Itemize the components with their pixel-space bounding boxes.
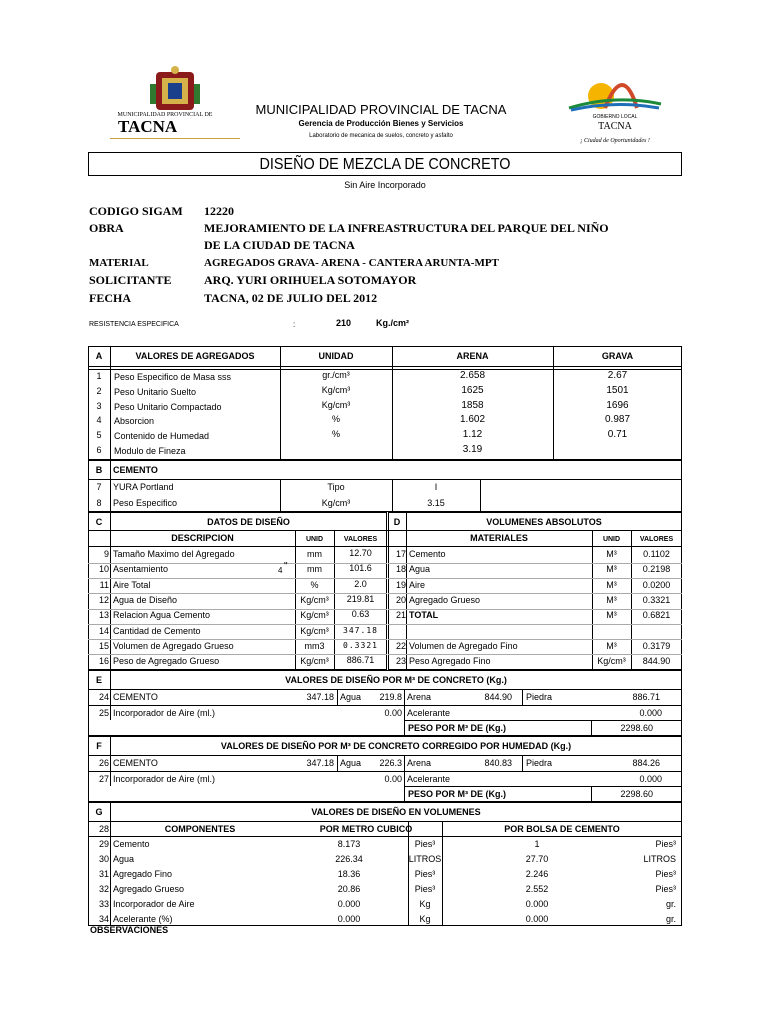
- e-peso-v: 2298.60: [620, 723, 653, 733]
- row-unit: Pies³: [414, 884, 436, 894]
- row-label: Peso Agregado Fino: [409, 656, 491, 667]
- f-agua: Agua: [340, 758, 362, 768]
- row-number: 7: [96, 482, 102, 492]
- f-peso-label: PESO POR M³ DE (Kg.): [408, 789, 507, 799]
- section-g-letter: G: [95, 807, 103, 817]
- row-arena: 1858: [461, 399, 484, 411]
- f-cemento: CEMENTO: [113, 758, 158, 768]
- row-label: Agregado Grueso: [113, 884, 185, 894]
- row-label: Agregado Grueso: [409, 594, 481, 605]
- f-cemento-v: 347.18: [306, 758, 334, 768]
- observaciones-label: OBSERVACIONES: [90, 925, 169, 935]
- g-h-bolsa: POR BOLSA DE CEMENTO: [504, 824, 620, 834]
- row-extra: 4: [278, 566, 283, 576]
- row-number: 34: [98, 914, 109, 924]
- row-label: Agua: [113, 854, 135, 864]
- row-arena: 1.12: [462, 429, 483, 441]
- e-agua: Agua: [340, 692, 362, 702]
- row-value: 12.70: [349, 548, 372, 558]
- section-d-letter: D: [393, 517, 401, 527]
- row-unit: Pies³: [414, 839, 436, 849]
- row-label: Contenido de Humedad: [114, 431, 210, 442]
- row-value: 0.3321: [343, 640, 378, 650]
- section-f-title: VALORES DE DISEÑO POR M³ DE CONCRETO CORREGIDO POR HUMEDAD (Kg.): [220, 741, 572, 751]
- row-unit: Tipo: [327, 482, 345, 492]
- row-value: 886.71: [346, 655, 375, 666]
- row-number: 6: [96, 445, 102, 455]
- row-label: Incorporador de Aire: [113, 899, 195, 909]
- left-logo-caption-small: MUNICIPALIDAD PROVINCIAL DE: [117, 112, 213, 118]
- row-unit: mm: [307, 564, 322, 575]
- section-e-title: VALORES DE DISEÑO POR M³ DE CONCRETO (Kg.): [285, 675, 507, 685]
- row-arena: 2.658: [459, 370, 486, 381]
- section-c-h-desc: DESCRIPCION: [171, 533, 234, 543]
- row-value: 0.3321: [642, 594, 671, 605]
- section-a-letter: A: [95, 351, 103, 361]
- row-label: Volumen de Agregado Fino: [409, 640, 518, 651]
- row-value: 2.0: [354, 578, 367, 589]
- row-arena: 1.602: [459, 414, 486, 426]
- row-unit: %: [331, 429, 340, 440]
- row-number: 22: [395, 640, 406, 651]
- row-m3: 8.173: [337, 839, 361, 849]
- obra-value-2: DE LA CIUDAD DE TACNA: [204, 238, 355, 252]
- e-acel-v: 0.000: [639, 708, 662, 718]
- row-label: Aire Total: [113, 579, 151, 590]
- row-bolsa: 27.70: [525, 854, 549, 864]
- e-incorp-v: 0.00: [384, 708, 402, 718]
- row-arena: 1625: [461, 384, 484, 396]
- row-bunit: Pies³: [655, 839, 676, 849]
- row-number: 8: [96, 498, 102, 508]
- row-unit: Kg/cm³: [321, 384, 351, 395]
- header-subtitle: Gerencia de Producción Bienes y Servicios: [298, 119, 464, 128]
- row-number: 11: [99, 579, 109, 590]
- row-bolsa: 1: [534, 839, 540, 849]
- section-b-letter: B: [95, 465, 103, 475]
- right-logo-name: TACNA: [598, 121, 632, 132]
- row-unit: %: [310, 579, 319, 590]
- f-arena: Arena: [407, 758, 432, 768]
- row-number: 3: [96, 400, 102, 411]
- row-value: 0.6821: [642, 610, 671, 621]
- row-unit: M³: [606, 564, 617, 575]
- row-value: 101.6: [349, 563, 372, 574]
- row-m3: 226.34: [335, 854, 363, 864]
- f-peso-v: 2298.60: [620, 789, 653, 799]
- header-title: MUNICIPALIDAD PROVINCIAL DE TACNA: [255, 102, 507, 117]
- e-acel: Acelerante: [407, 708, 451, 718]
- row-label: YURA Portland: [113, 482, 174, 492]
- row-bolsa: 0.000: [525, 914, 549, 924]
- e-peso-label: PESO POR M³ DE (Kg.): [408, 723, 507, 733]
- f-incorp-v: 0.00: [384, 774, 402, 784]
- row-label: Cemento: [409, 549, 446, 559]
- section-b-title: CEMENTO: [113, 465, 158, 475]
- row-label: Volumen de Agregado Grueso: [113, 640, 234, 651]
- row-value: 0.63: [351, 609, 370, 620]
- row-label: Asentamiento: [113, 564, 169, 575]
- f-n26: 26: [98, 758, 109, 768]
- row-unit: Kg: [419, 899, 431, 909]
- row-number: 1: [96, 371, 102, 381]
- row-number: 15: [98, 640, 109, 651]
- row-bunit: Pies³: [655, 869, 676, 879]
- f-piedra-v: 884.26: [632, 758, 660, 768]
- row-value: 0.0200: [642, 579, 671, 590]
- row-unit: Kg/cm³: [300, 610, 329, 621]
- resistencia-label: RESISTENCIA ESPECIFICA: [89, 321, 179, 328]
- obra-label: OBRA: [89, 221, 124, 235]
- fecha-label: FECHA: [89, 291, 131, 305]
- codigo-label: CODIGO SIGAM: [89, 204, 183, 218]
- left-logo-caption-big: TACNA: [118, 117, 178, 136]
- row-bunit: LITROS: [643, 854, 676, 864]
- section-c-letter: C: [95, 517, 103, 527]
- g-h-comp: COMPONENTES: [164, 824, 236, 834]
- row-value: I: [434, 482, 438, 492]
- row-value: 219.81: [346, 593, 375, 604]
- section-g-title: VALORES DE DISEÑO EN VOLUMENES: [311, 807, 481, 817]
- codigo-value: 12220: [204, 204, 234, 218]
- row-grava: 1696: [606, 399, 629, 411]
- row-number: 20: [395, 594, 406, 605]
- right-logo: [565, 68, 665, 150]
- right-logo-top: GOBIERNO LOCAL: [592, 114, 638, 120]
- row-number: 31: [98, 869, 109, 879]
- solicitante-value: ARQ. YURI ORIHUELA SOTOMAYOR: [204, 273, 417, 287]
- section-d-h-unid: UNID: [602, 536, 621, 543]
- row-bolsa: 2.246: [525, 869, 549, 879]
- row-value: 0.2198: [642, 564, 671, 575]
- section-c-h-unid: UNID: [305, 536, 324, 543]
- f-agua-v: 226.3: [379, 758, 402, 768]
- row-label: Agua de Diseño: [113, 594, 178, 605]
- header-lab: Laboratorio de mecanica de suelos, concreto y asfalto: [309, 133, 453, 139]
- row-label: Absorcion: [114, 416, 155, 427]
- e-arena: Arena: [407, 692, 432, 702]
- row-grava: 0.71: [607, 429, 628, 441]
- row-bunit: gr.: [665, 899, 676, 909]
- left-logo: [110, 66, 240, 138]
- row-number: 23: [395, 656, 406, 667]
- e-n24: 24: [98, 692, 109, 702]
- row-unit: Kg/cm³: [300, 656, 329, 667]
- doc-title: DISEÑO DE MEZCLA DE CONCRETO: [259, 156, 511, 173]
- row-value: 0.1102: [643, 549, 670, 559]
- section-e-letter: E: [95, 675, 102, 685]
- row-grava: 1501: [606, 384, 629, 396]
- doc-subtitle: Sin Aire Incorporado: [344, 180, 426, 190]
- row-m3: 20.86: [337, 884, 361, 894]
- row-label: Peso de Agregado Grueso: [113, 656, 220, 667]
- f-acel: Acelerante: [407, 774, 451, 784]
- row-arena: 3.19: [462, 444, 483, 455]
- row-unit: gr./cm³: [322, 370, 350, 380]
- section-a-h-arena: ARENA: [456, 351, 489, 361]
- e-n25: 25: [98, 708, 109, 718]
- section-d-h-mat: MATERIALES: [470, 533, 528, 543]
- row-number: 30: [98, 854, 109, 864]
- fecha-value: TACNA, 02 DE JULIO DEL 2012: [204, 291, 378, 305]
- row-number: 4: [96, 415, 102, 426]
- row-label: Peso Especifico: [113, 498, 178, 508]
- section-a-h-grava: GRAVA: [601, 351, 634, 361]
- f-piedra: Piedra: [526, 758, 553, 768]
- f-n27: 27: [98, 774, 109, 784]
- row-label: Cantidad de Cemento: [113, 625, 201, 636]
- f-acel-v: 0.000: [639, 774, 662, 784]
- section-d-h-val: VALORES: [639, 536, 674, 543]
- row-unit: M³: [606, 640, 617, 651]
- row-value: 347.18: [343, 625, 378, 635]
- row-unit: M³: [606, 594, 617, 605]
- g-n28: 28: [98, 824, 109, 834]
- material-label: MATERIAL: [89, 257, 149, 269]
- row-grava: 0.987: [604, 414, 631, 426]
- row-extra2: ": [284, 561, 288, 573]
- row-number: 14: [98, 625, 109, 636]
- section-d-title: VOLUMENES ABSOLUTOS: [486, 517, 602, 527]
- row-label: Acelerante (%): [113, 914, 173, 924]
- row-label: Modulo de Fineza: [114, 446, 186, 456]
- row-unit: Kg: [419, 914, 431, 924]
- row-unit: Kg/cm³: [321, 498, 351, 508]
- row-number: 17: [395, 549, 406, 559]
- row-unit: M³: [606, 549, 617, 559]
- row-value: 0.3179: [642, 640, 671, 651]
- row-grava: 2.67: [607, 370, 628, 381]
- row-bunit: gr.: [665, 914, 676, 924]
- row-value: 3.15: [427, 498, 445, 508]
- resistencia-value: 210: [336, 318, 352, 328]
- row-m3: 0.000: [337, 914, 361, 924]
- row-label: Cemento: [113, 839, 150, 849]
- row-number: 12: [98, 594, 109, 605]
- row-label: Peso Unitario Suelto: [114, 386, 197, 397]
- section-f-letter: F: [96, 741, 102, 751]
- row-unit: mm: [307, 549, 322, 559]
- row-unit: LITROS: [408, 854, 442, 864]
- section-a-h-unidad: UNIDAD: [318, 351, 354, 361]
- row-value: 844.90: [642, 656, 671, 667]
- row-unit: Kg/cm³: [321, 399, 351, 410]
- f-incorp: Incorporador de Aire (ml.): [113, 774, 216, 784]
- row-number: 5: [96, 430, 102, 441]
- row-unit: M³: [606, 579, 617, 590]
- section-a-h-valores: VALORES DE AGREGADOS: [135, 351, 255, 361]
- row-number: 32: [98, 884, 109, 894]
- row-bolsa: 0.000: [525, 899, 549, 909]
- row-label: Agregado Fino: [113, 869, 173, 879]
- row-unit: Pies³: [414, 869, 436, 879]
- row-number: 10: [98, 564, 109, 575]
- row-label: Relacion Agua Cemento: [113, 610, 211, 621]
- row-label: TOTAL: [409, 610, 439, 621]
- e-piedra-v: 886.71: [632, 692, 660, 702]
- row-bolsa: 2.552: [525, 884, 549, 894]
- e-incorp: Incorporador de Aire (ml.): [113, 708, 216, 718]
- coat-of-arms-icon: [110, 66, 240, 116]
- obra-value-1: MEJORAMIENTO DE LA INFREASTRUCTURA DEL PARQUE DEL NIÑO: [204, 221, 609, 235]
- row-label: Agua: [409, 564, 431, 575]
- row-label: Tamaño Maximo del Agregado: [113, 549, 235, 559]
- row-bunit: Pies³: [655, 884, 676, 894]
- row-number: 2: [96, 385, 102, 396]
- row-unit: %: [331, 414, 340, 425]
- e-arena-v: 844.90: [484, 692, 512, 702]
- resistencia-unit: Kg./cm²: [376, 318, 410, 328]
- e-cemento-v: 347.18: [306, 692, 334, 702]
- row-number: 9: [103, 549, 109, 559]
- logo-underline: [110, 138, 240, 139]
- e-agua-v: 219.8: [379, 692, 402, 702]
- material-value: AGREGADOS GRAVA- ARENA - CANTERA ARUNTA-MPT: [204, 257, 499, 269]
- f-arena-v: 840.83: [484, 758, 512, 768]
- row-label: Aire: [409, 579, 426, 590]
- row-unit: Kg/cm³: [597, 656, 626, 667]
- right-logo-slogan: ¡ Ciudad de Oportunidades !: [580, 138, 650, 144]
- e-piedra: Piedra: [526, 692, 553, 702]
- row-number: 29: [98, 839, 109, 849]
- row-label: Peso Especifico de Masa sss: [114, 372, 232, 382]
- row-unit: M³: [606, 610, 617, 621]
- row-m3: 18.36: [337, 869, 361, 879]
- resistencia-colon: :: [293, 320, 296, 329]
- e-cemento: CEMENTO: [113, 692, 158, 702]
- solicitante-label: SOLICITANTE: [89, 273, 172, 287]
- row-m3: 0.000: [337, 899, 361, 909]
- row-label: Peso Unitario Compactado: [114, 401, 222, 412]
- sun-arch-icon: [565, 68, 665, 112]
- row-unit: mm3: [304, 640, 325, 651]
- g-h-metro: POR METRO CUBICO: [319, 824, 413, 834]
- row-number: 16: [98, 656, 109, 667]
- row-number: 21: [395, 610, 406, 621]
- row-number: 18: [395, 564, 406, 575]
- row-number: 33: [98, 899, 109, 909]
- section-c-title: DATOS DE DISEÑO: [207, 517, 290, 527]
- row-unit: Kg/cm³: [300, 625, 329, 636]
- row-number: 13: [98, 610, 109, 621]
- row-unit: Kg/cm³: [300, 594, 329, 605]
- section-c-h-val: VALORES: [343, 536, 378, 543]
- row-number: 19: [395, 579, 406, 590]
